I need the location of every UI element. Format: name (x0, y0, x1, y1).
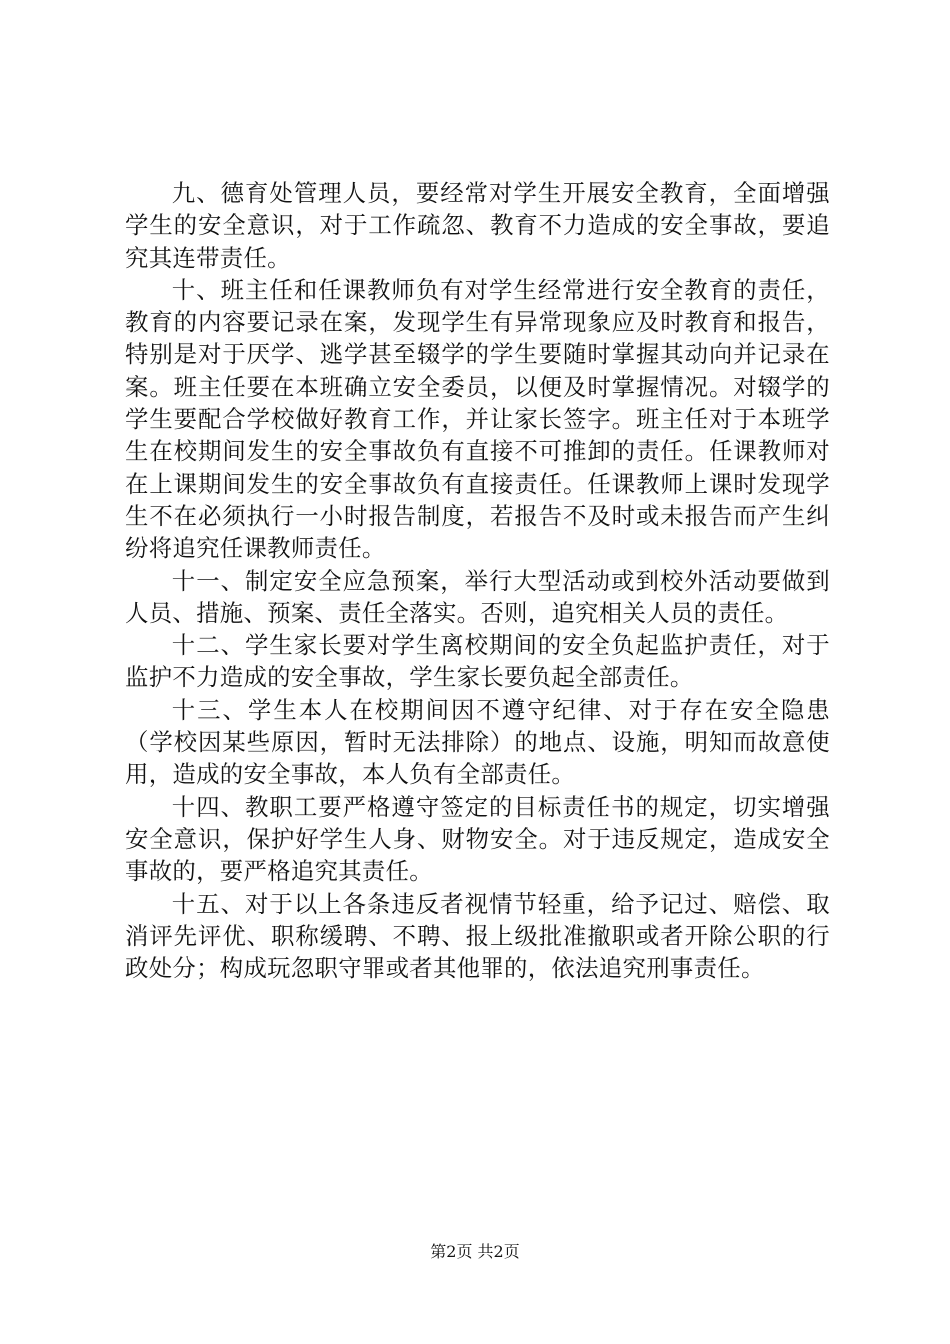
paragraph-item-15: 十五、对于以上各条违反者视情节轻重，给予记过、赔偿、取消评先评优、职称缓聘、不聘、报上级批准撤职或者开除公职的行政处分；构成玩忽职守罪或者其他罪的，依法追究刑事责任。 (125, 889, 830, 983)
paragraph-item-13: 十三、学生本人在校期间因不遵守纪律、对于存在安全隐患（学校因某些原因，暂时无法排除）的地点、设施，明知而故意使用，造成的安全事故，本人负有全部责任。 (125, 695, 830, 789)
paragraph-item-12: 十二、学生家长要对学生离校期间的安全负起监护责任，对于监护不力造成的安全事故，学生家长要负起全部责任。 (125, 631, 830, 692)
paragraph-item-11: 十一、制定安全应急预案，举行大型活动或到校外活动要做到人员、措施、预案、责任全落实。否则，追究相关人员的责任。 (125, 566, 830, 627)
paragraph-item-10: 十、班主任和任课教师负有对学生经常进行安全教育的责任，教育的内容要记录在案，发现学生有异常现象应及时教育和报告，特别是对于厌学、逃学甚至辍学的学生要随时掌握其动向并记录在案。班主任要在本班确立安全委员，以便及时掌握情况。对辍学的学生要配合学校做好教育工作，并让家长签字。班主任对于本班学生在校期间发生的安全事故负有直接不可推卸的责任。任课教师对在上课期间发生的安全事故负有直接责任。任课教师上课时发现学生不在必须执行一小时报告制度，若报告不及时或未报告而产生纠纷将追究任课教师责任。 (125, 275, 830, 563)
document-body (125, 177, 830, 984)
paragraph-item-9: 九、德育处管理人员，要经常对学生开展安全教育，全面增强学生的安全意识，对于工作疏忽、教育不力造成的安全事故，要追究其连带责任。 (125, 179, 830, 272)
page-number-footer: 第2页 共2页 (430, 1242, 520, 1261)
paragraph-item-14: 十四、教职工要严格遵守签定的目标责任书的规定，切实增强安全意识，保护好学生人身、财物安全。对于违反规定，造成安全事故的，要严格追究其责任。 (125, 792, 830, 886)
